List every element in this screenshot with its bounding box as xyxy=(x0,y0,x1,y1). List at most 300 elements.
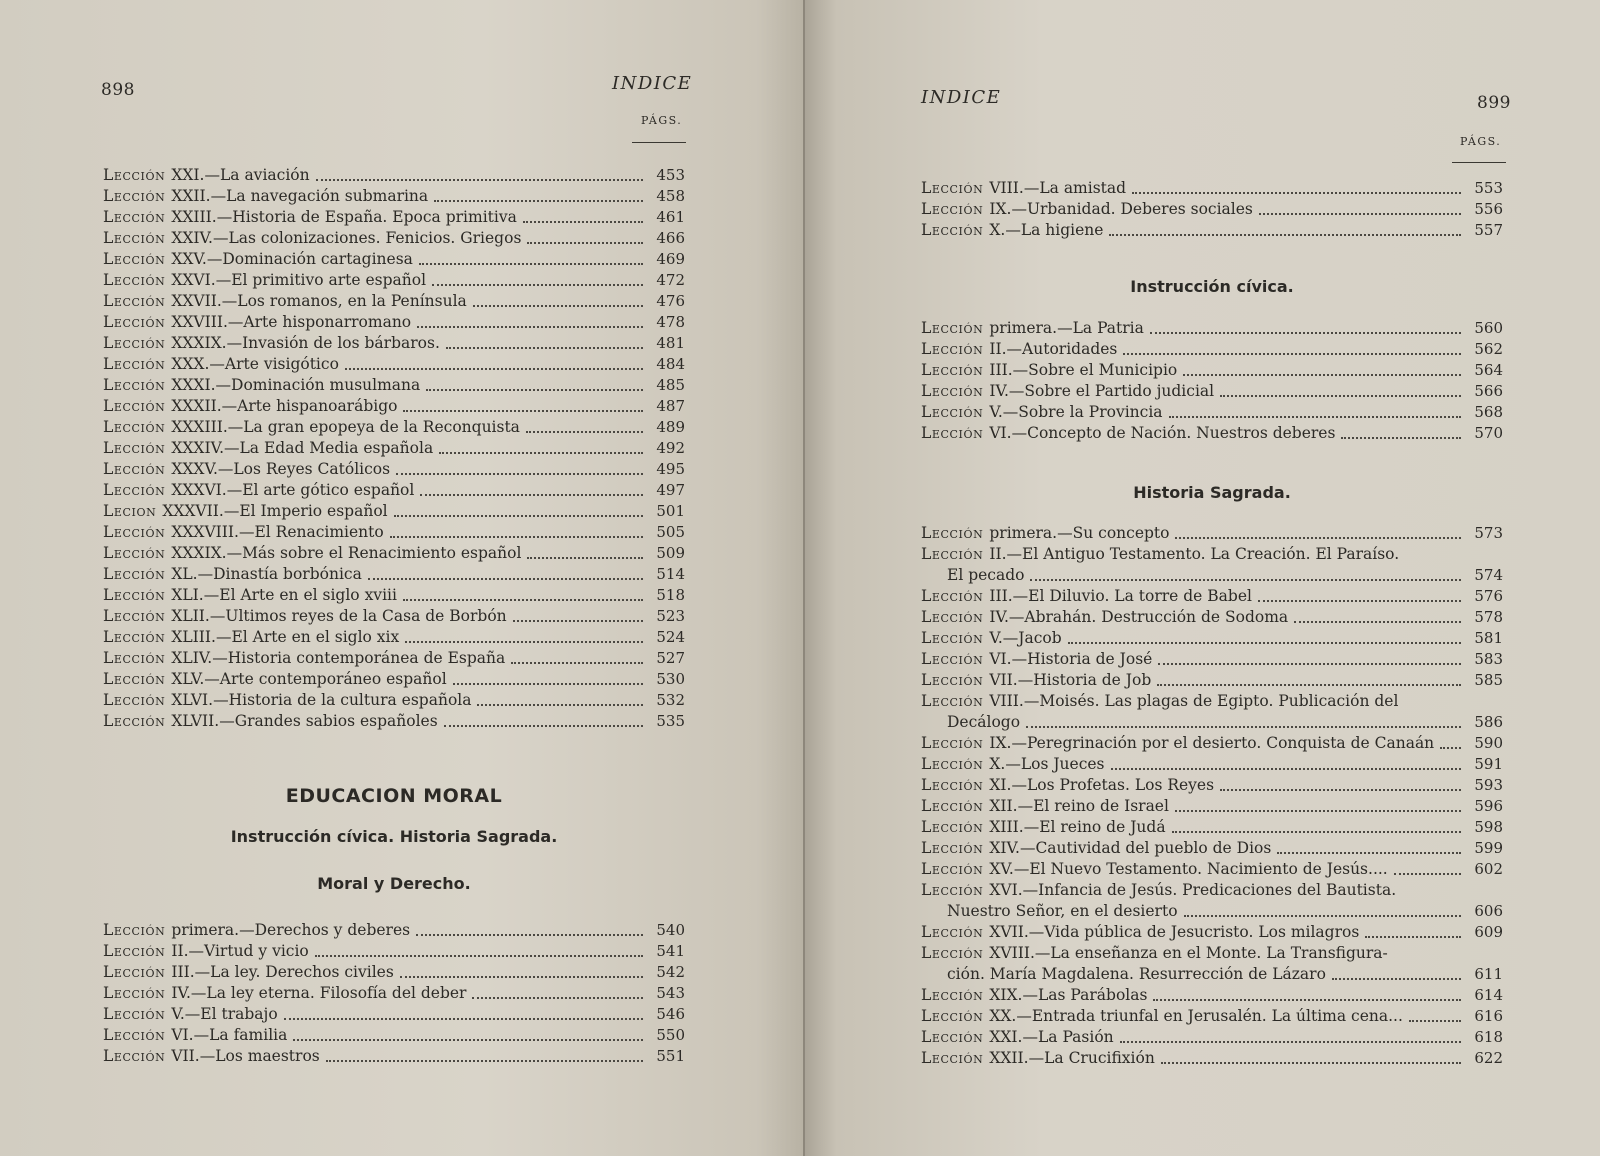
entry-number: XLV. xyxy=(171,670,205,688)
entry-title: —Más sobre el Renacimiento español xyxy=(226,544,522,562)
dot-leader xyxy=(1132,192,1461,194)
toc-entry xyxy=(921,523,1503,544)
entry-page: 573 xyxy=(1474,524,1503,542)
entry-number: VII. xyxy=(989,671,1018,689)
entry-page: 505 xyxy=(656,523,685,541)
entry-page: 622 xyxy=(1474,1049,1503,1067)
entry-page: 557 xyxy=(1474,221,1503,239)
entry-title: —La amistad xyxy=(1023,179,1127,197)
entry-number: XLVI. xyxy=(171,691,214,709)
entry-page: 509 xyxy=(656,544,685,562)
entry-number: V. xyxy=(989,629,1003,647)
section-subheading-moral-derecho: Moral y Derecho. xyxy=(317,874,471,893)
entry-title: —La familia xyxy=(193,1026,288,1044)
entry-number: primera. xyxy=(171,921,240,939)
entry-label: Lección xyxy=(921,881,984,899)
dot-leader xyxy=(1153,999,1461,1001)
entry-page: 614 xyxy=(1474,986,1503,1004)
entry-label: Lección xyxy=(103,712,166,730)
entry-number: XXII. xyxy=(989,1049,1029,1067)
entry-title: —El reino de Israel xyxy=(1017,797,1169,815)
entry-label: Lección xyxy=(921,944,984,962)
running-title: INDICE xyxy=(612,73,693,94)
entry-title: —Peregrinación por el desierto. Conquista de Canaán xyxy=(1011,734,1435,752)
entry-label: Lección xyxy=(103,481,166,499)
entry-title: —El Renacimiento xyxy=(238,523,384,541)
entry-page: 586 xyxy=(1474,713,1503,731)
toc-entry xyxy=(103,396,685,417)
entry-page: 527 xyxy=(656,649,685,667)
entry-title: —Arte visigótico xyxy=(209,355,339,373)
entry-number: XV. xyxy=(989,860,1014,878)
dot-leader xyxy=(1158,663,1461,665)
entry-page: 530 xyxy=(656,670,685,688)
toc-entry xyxy=(103,438,685,459)
dot-leader xyxy=(439,452,643,454)
toc-entry xyxy=(103,983,685,1004)
entry-title: —La navegación submarina xyxy=(210,187,429,205)
dot-leader xyxy=(1220,395,1461,397)
dot-leader xyxy=(453,683,643,685)
toc-entry xyxy=(921,691,1503,733)
entry-page: 602 xyxy=(1474,860,1503,878)
entry-title-cont: Decálogo xyxy=(947,713,1021,731)
dot-leader xyxy=(1184,915,1461,917)
entry-label: Lección xyxy=(103,984,166,1002)
dot-leader xyxy=(1277,852,1461,854)
dot-leader xyxy=(419,263,643,265)
dot-leader xyxy=(446,347,643,349)
entry-label: Lección xyxy=(921,986,984,1004)
entry-label: Lección xyxy=(921,650,984,668)
entry-number: XXII. xyxy=(171,187,211,205)
entry-label: Lección xyxy=(103,313,166,331)
entry-label: Lección xyxy=(921,755,984,773)
entry-number: XX. xyxy=(989,1007,1017,1025)
entry-title: —Infancia de Jesús. Predicaciones del Bautista. xyxy=(1022,881,1397,899)
entry-page: 484 xyxy=(656,355,685,373)
pags-rule xyxy=(632,142,686,143)
toc-entry xyxy=(103,1046,685,1067)
toc-entry xyxy=(103,690,685,711)
entry-page: 453 xyxy=(656,166,685,184)
pags-label: PÁGS. xyxy=(1460,135,1502,148)
entry-number: XLIV. xyxy=(171,649,213,667)
entry-label: Lección xyxy=(921,776,984,794)
entry-title: —El Antiguo Testamento. La Creación. El Paraíso. xyxy=(1006,545,1400,563)
entry-title: —La Crucifixión xyxy=(1028,1049,1155,1067)
dot-leader xyxy=(284,1018,643,1020)
entry-label: Lección xyxy=(921,671,984,689)
entry-page: 501 xyxy=(656,502,685,520)
toc-entry-line xyxy=(921,544,1503,565)
toc-entry xyxy=(103,920,685,941)
entry-number: XLVII. xyxy=(171,712,220,730)
entry-title: —Los Reyes Católicos xyxy=(217,460,391,478)
toc-entry xyxy=(103,333,685,354)
entry-title: —La enseñanza en el Monte. La Transfigura- xyxy=(1034,944,1388,962)
toc-entry xyxy=(921,1048,1503,1069)
entry-title: —Arte hisponarromano xyxy=(227,313,412,331)
entry-page: 598 xyxy=(1474,818,1503,836)
entry-label: Lección xyxy=(921,1028,984,1046)
toc-entry xyxy=(103,291,685,312)
dot-leader xyxy=(326,1060,643,1062)
entry-label: Lección xyxy=(921,545,984,563)
entry-number: XXXI. xyxy=(171,376,216,394)
toc-entry xyxy=(921,544,1503,586)
toc-entry xyxy=(921,360,1503,381)
entry-number: XXXIX. xyxy=(171,334,227,352)
dot-leader xyxy=(403,410,643,412)
entry-label: Lección xyxy=(103,628,166,646)
entry-number: XIX. xyxy=(989,986,1023,1004)
entry-number: XXXVI. xyxy=(171,481,227,499)
entry-page: 606 xyxy=(1474,902,1503,920)
dot-leader xyxy=(473,305,643,307)
toc-entry xyxy=(103,627,685,648)
entry-number: XXXVIII. xyxy=(171,523,239,541)
dot-leader xyxy=(1341,437,1461,439)
dot-leader xyxy=(1259,213,1461,215)
entry-number: XLII. xyxy=(171,607,210,625)
dot-leader xyxy=(513,620,643,622)
entry-title: —La Patria xyxy=(1057,319,1144,337)
toc-entry xyxy=(103,312,685,333)
entry-number: VI. xyxy=(171,1026,194,1044)
entry-number: XXVIII. xyxy=(171,313,228,331)
entry-label: Lección xyxy=(921,587,984,605)
toc-entry xyxy=(921,318,1503,339)
entry-page: 489 xyxy=(656,418,685,436)
toc-entry xyxy=(921,859,1503,880)
entry-title: —Invasión de los bárbaros. xyxy=(226,334,440,352)
page-number: 898 xyxy=(101,80,135,100)
entry-page: 618 xyxy=(1474,1028,1503,1046)
entry-label: Lección xyxy=(103,271,166,289)
entry-page: 532 xyxy=(656,691,685,709)
toc-entry xyxy=(103,669,685,690)
entry-number: VIII. xyxy=(989,179,1024,197)
entry-label: Lección xyxy=(921,839,984,857)
entry-number: X. xyxy=(989,755,1006,773)
entry-label: Lección xyxy=(103,523,166,541)
entry-title-cont: ción. María Magdalena. Resurrección de Lázaro xyxy=(947,965,1326,983)
toc-entry xyxy=(921,943,1503,985)
dot-leader xyxy=(472,997,643,999)
entry-number: II. xyxy=(989,340,1007,358)
entry-title: —Abrahán. Destrucción de Sodoma xyxy=(1008,608,1289,626)
dot-leader xyxy=(426,389,643,391)
entry-page: 553 xyxy=(1474,179,1503,197)
dot-leader xyxy=(527,557,643,559)
entry-label: Lección xyxy=(103,439,166,457)
entry-page: 566 xyxy=(1474,382,1503,400)
entry-number: II. xyxy=(989,545,1007,563)
entry-page: 540 xyxy=(656,921,685,939)
toc-entry xyxy=(103,354,685,375)
entry-title: —El Diluvio. La torre de Babel xyxy=(1012,587,1252,605)
dot-leader xyxy=(1120,1041,1461,1043)
entry-label: Lección xyxy=(921,340,984,358)
dot-leader xyxy=(394,515,643,517)
entry-title: —El reino de Judá xyxy=(1023,818,1166,836)
entry-label: Lección xyxy=(921,403,984,421)
dot-leader xyxy=(345,368,643,370)
entry-label: Lección xyxy=(103,565,166,583)
toc-entry xyxy=(921,775,1503,796)
dot-leader xyxy=(315,955,643,957)
toc-entry xyxy=(921,838,1503,859)
entry-label: Lección xyxy=(103,229,166,247)
dot-leader xyxy=(293,1039,643,1041)
toc-entry xyxy=(921,220,1503,241)
entry-title: —Autoridades xyxy=(1006,340,1118,358)
entry-title: —Arte contemporáneo español xyxy=(204,670,447,688)
entry-title: —Dinastía borbónica xyxy=(197,565,362,583)
toc-entry xyxy=(921,880,1503,922)
toc-entry xyxy=(921,199,1503,220)
dot-leader xyxy=(1111,768,1461,770)
entry-title: —Los Jueces xyxy=(1005,755,1105,773)
entry-title: —La aviación xyxy=(204,166,310,184)
entry-page: 481 xyxy=(656,334,685,352)
dot-leader xyxy=(526,431,643,433)
entry-title-cont: El pecado xyxy=(947,566,1025,584)
entry-number: XL. xyxy=(171,565,198,583)
entry-label: Lección xyxy=(103,544,166,562)
dot-leader xyxy=(400,976,643,978)
entry-label: Lección xyxy=(921,692,984,710)
entry-number: XXXIII. xyxy=(171,418,228,436)
entry-title: —Moisés. Las plagas de Egipto. Publicación del xyxy=(1023,692,1399,710)
entry-title: —El arte gótico español xyxy=(226,481,415,499)
entry-title: —La Edad Media española xyxy=(224,439,434,457)
entry-label: Lección xyxy=(921,361,984,379)
entry-title: —Virtud y vicio xyxy=(188,942,309,960)
toc-entry xyxy=(103,648,685,669)
entry-title: —Los Profetas. Los Reyes xyxy=(1011,776,1215,794)
toc-entry xyxy=(103,228,685,249)
dot-leader xyxy=(416,934,643,936)
entry-number: XIII. xyxy=(989,818,1024,836)
entry-label: Lección xyxy=(921,818,984,836)
toc-entry xyxy=(103,375,685,396)
entry-page: 599 xyxy=(1474,839,1503,857)
entry-title: —Sobre la Provincia xyxy=(1002,403,1163,421)
dot-leader xyxy=(1026,726,1461,728)
entry-label: Lección xyxy=(921,179,984,197)
entry-page: 609 xyxy=(1474,923,1503,941)
entry-label: Lección xyxy=(921,524,984,542)
dot-leader xyxy=(1365,936,1461,938)
entry-number: XXXIX. xyxy=(171,544,227,562)
section-heading-instruccion-civica: Instrucción cívica. xyxy=(1130,277,1294,296)
toc-section-moral-cont xyxy=(921,178,1503,241)
entry-page: 546 xyxy=(656,1005,685,1023)
entry-page: 466 xyxy=(656,229,685,247)
entry-label: Lección xyxy=(103,921,166,939)
entry-title: —Grandes sabios españoles xyxy=(219,712,438,730)
entry-page: 514 xyxy=(656,565,685,583)
entry-number: XIV. xyxy=(989,839,1020,857)
entry-label: Lección xyxy=(103,649,166,667)
entry-label: Lección xyxy=(921,629,984,647)
entry-title: —Las colonizaciones. Fenicios. Griegos xyxy=(212,229,522,247)
entry-number: IX. xyxy=(989,734,1012,752)
entry-title: —Ultimos reyes de la Casa de Borbón xyxy=(209,607,507,625)
entry-page: 542 xyxy=(656,963,685,981)
entry-title: —Su concepto xyxy=(1057,524,1170,542)
dot-leader xyxy=(511,662,643,664)
pags-rule xyxy=(1452,162,1506,163)
entry-label: Lección xyxy=(103,376,166,394)
entry-page: 550 xyxy=(656,1026,685,1044)
entry-label: Lección xyxy=(103,963,166,981)
dot-leader xyxy=(1172,831,1461,833)
entry-number: IV. xyxy=(171,984,191,1002)
toc-entry-line xyxy=(921,964,1503,985)
entry-page: 616 xyxy=(1474,1007,1503,1025)
toc-entry xyxy=(103,711,685,732)
dot-leader xyxy=(1123,353,1461,355)
entry-label: Lección xyxy=(103,607,166,625)
toc-entry xyxy=(921,423,1503,444)
entry-label: Lección xyxy=(921,319,984,337)
toc-entry xyxy=(921,796,1503,817)
toc-entry xyxy=(921,381,1503,402)
dot-leader xyxy=(527,242,643,244)
entry-title: —El trabajo xyxy=(184,1005,278,1023)
entry-number: XVIII. xyxy=(989,944,1035,962)
entry-page: 585 xyxy=(1474,671,1503,689)
toc-entry xyxy=(921,733,1503,754)
entry-number: XXV. xyxy=(171,250,207,268)
dot-leader xyxy=(1258,600,1461,602)
dot-leader xyxy=(420,494,643,496)
entry-title: —Arte hispanoarábigo xyxy=(221,397,398,415)
entry-title: —Sobre el Partido judicial xyxy=(1008,382,1215,400)
entry-page: 495 xyxy=(656,460,685,478)
dot-leader xyxy=(403,599,643,601)
toc-entry xyxy=(921,649,1503,670)
entry-label: Lección xyxy=(103,670,166,688)
toc-entry xyxy=(921,586,1503,607)
entry-number: III. xyxy=(989,587,1013,605)
dot-leader xyxy=(1068,642,1461,644)
entry-title: —Urbanidad. Deberes sociales xyxy=(1011,200,1253,218)
entry-number: XII. xyxy=(989,797,1018,815)
entry-title: —Historia de España. Epoca primitiva xyxy=(216,208,517,226)
entry-title: —Las Parábolas xyxy=(1022,986,1148,1004)
entry-number: VI. xyxy=(989,424,1012,442)
entry-page: 518 xyxy=(656,586,685,604)
toc-entry-line xyxy=(921,565,1503,586)
entry-title: —Entrada triunfal en Jerusalén. La última cena... xyxy=(1016,1007,1403,1025)
entry-label: Lección xyxy=(921,1007,984,1025)
dot-leader xyxy=(1175,537,1461,539)
entry-label: Lección xyxy=(921,797,984,815)
dot-leader xyxy=(1030,579,1461,581)
dot-leader xyxy=(396,473,643,475)
entry-page: 523 xyxy=(656,607,685,625)
entry-label: Lección xyxy=(103,334,166,352)
toc-entry xyxy=(103,1025,685,1046)
dot-leader xyxy=(434,200,643,202)
toc-entry-line xyxy=(921,901,1503,922)
entry-page: 570 xyxy=(1474,424,1503,442)
entry-number: III. xyxy=(171,963,195,981)
entry-page: 478 xyxy=(656,313,685,331)
dot-leader xyxy=(368,578,643,580)
entry-title: —Historia contemporánea de España xyxy=(212,649,506,667)
entry-number: XXXV. xyxy=(171,460,218,478)
dot-leader xyxy=(432,284,643,286)
entry-number: XXI. xyxy=(171,166,205,184)
entry-number: XXXVII. xyxy=(162,502,224,520)
entry-number: XXXII. xyxy=(171,397,222,415)
entry-title: —Dominación musulmana xyxy=(215,376,421,394)
entry-title: —La Pasión xyxy=(1022,1028,1114,1046)
entry-title: —El Nuevo Testamento. Nacimiento de Jesús.... xyxy=(1013,860,1388,878)
entry-page: 611 xyxy=(1474,965,1503,983)
dot-leader xyxy=(1109,234,1461,236)
toc-entry xyxy=(921,628,1503,649)
entry-label: Lección xyxy=(103,187,166,205)
entry-label: Lección xyxy=(921,734,984,752)
entry-label: Lección xyxy=(921,608,984,626)
toc-entry xyxy=(103,564,685,585)
entry-number: primera. xyxy=(989,524,1058,542)
dot-leader xyxy=(405,641,643,643)
entry-title: —Concepto de Nación. Nuestros deberes xyxy=(1011,424,1336,442)
toc-entry xyxy=(921,985,1503,1006)
entry-page: 469 xyxy=(656,250,685,268)
toc-entry xyxy=(921,754,1503,775)
entry-title: —Vida pública de Jesucristo. Los milagros xyxy=(1028,923,1360,941)
entry-page: 472 xyxy=(656,271,685,289)
section-heading-educacion-moral: EDUCACION MORAL xyxy=(285,785,503,807)
entry-label: Lección xyxy=(103,292,166,310)
toc-entry xyxy=(103,501,685,522)
entry-title: —Historia de José xyxy=(1011,650,1153,668)
entry-title-cont: Nuestro Señor, en el desierto xyxy=(947,902,1178,920)
entry-number: III. xyxy=(989,361,1013,379)
entry-number: XLI. xyxy=(171,586,204,604)
entry-label: Lección xyxy=(103,691,166,709)
toc-entry xyxy=(103,522,685,543)
toc-entry xyxy=(921,922,1503,943)
entry-title: —La higiene xyxy=(1005,221,1104,239)
entry-label: Lección xyxy=(103,208,166,226)
entry-page: 556 xyxy=(1474,200,1503,218)
entry-label: Lección xyxy=(921,860,984,878)
entry-page: 535 xyxy=(656,712,685,730)
dot-leader xyxy=(1220,789,1461,791)
dot-leader xyxy=(444,725,643,727)
entry-label: Lección xyxy=(103,166,166,184)
entry-title: —El Imperio español xyxy=(223,502,388,520)
entry-title: —La ley eterna. Filosofía del deber xyxy=(190,984,467,1002)
entry-title: —El primitivo arte español xyxy=(215,271,427,289)
dot-leader xyxy=(523,221,643,223)
dot-leader xyxy=(1394,873,1461,875)
entry-page: 497 xyxy=(656,481,685,499)
entry-label: Lección xyxy=(103,1047,166,1065)
entry-number: XXIV. xyxy=(171,229,213,247)
entry-number: XVI. xyxy=(989,881,1023,899)
pags-label: PÁGS. xyxy=(641,114,683,127)
